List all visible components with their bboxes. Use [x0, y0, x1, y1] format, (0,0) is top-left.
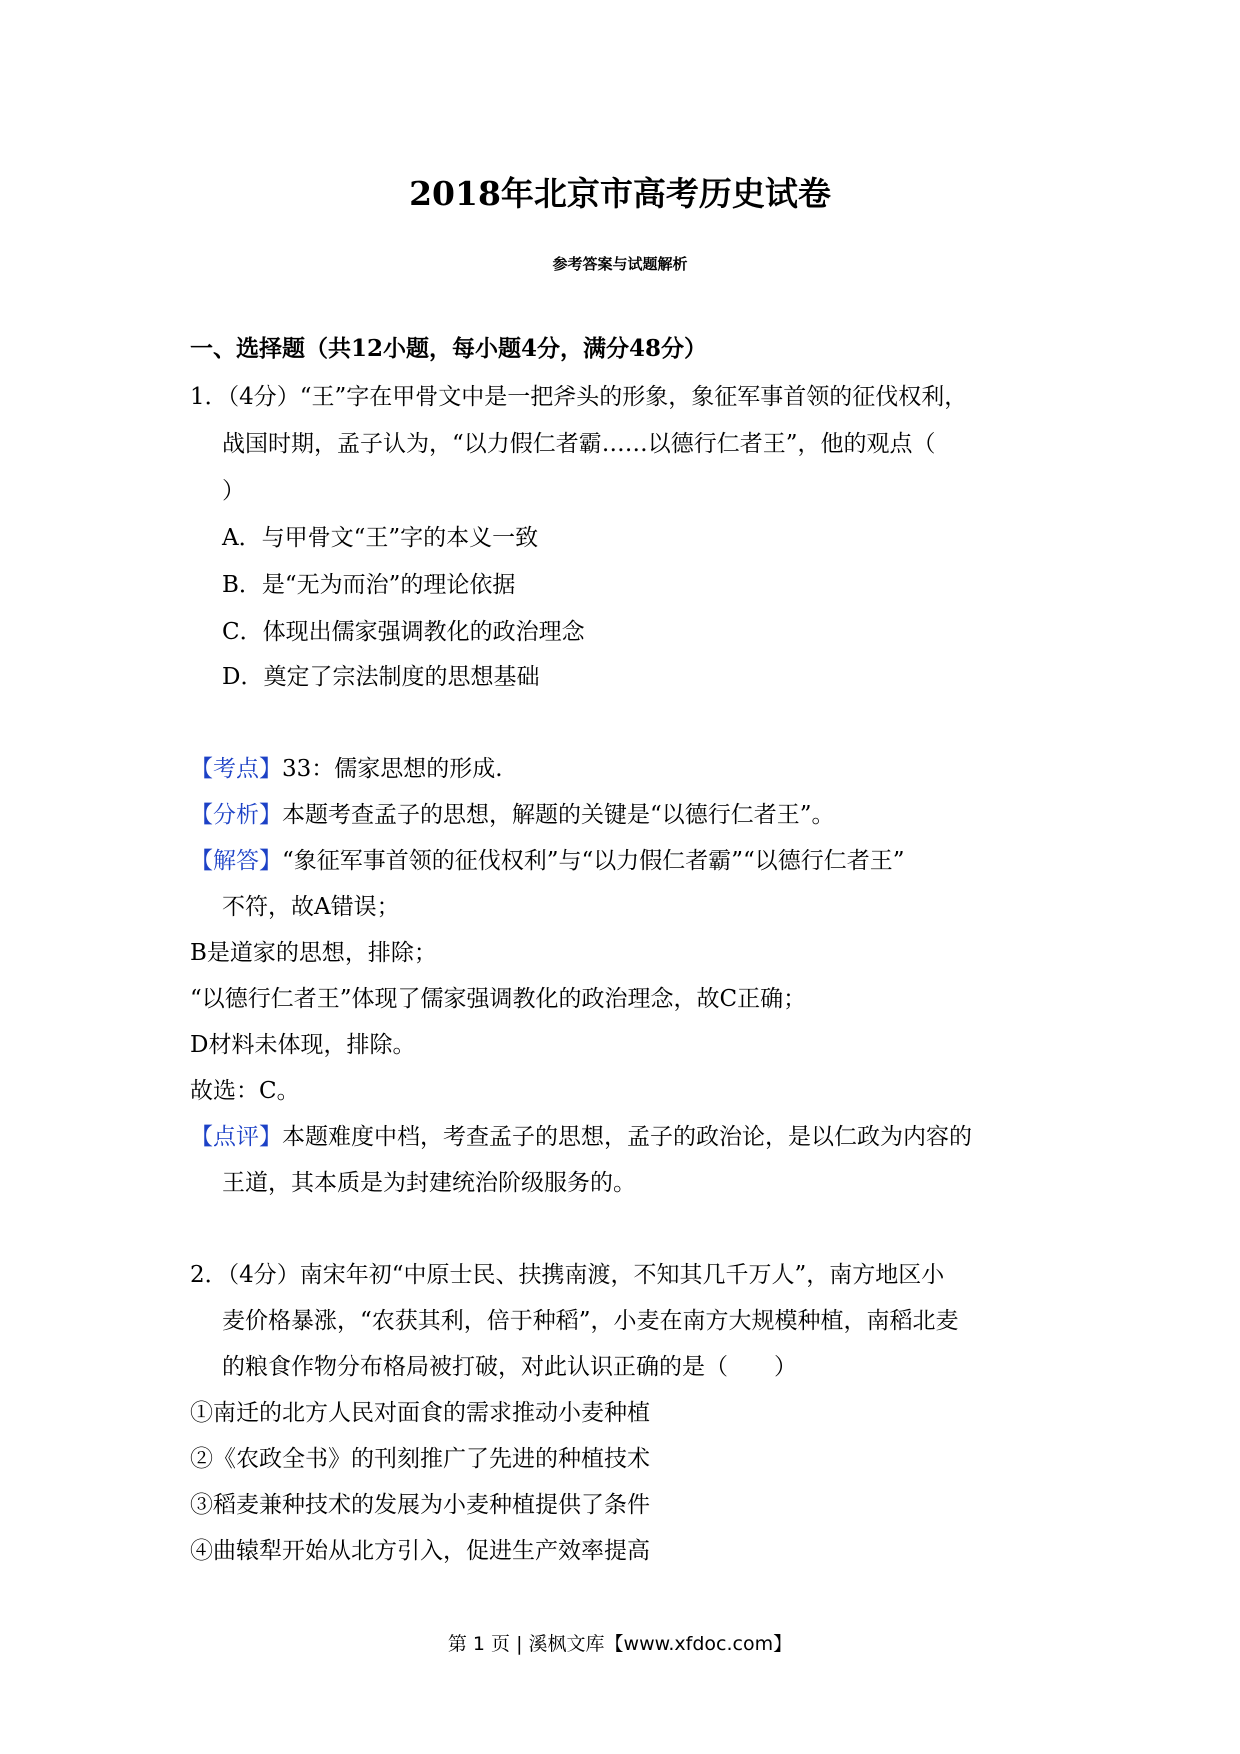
- q2-item-2: ②《农政全书》的刊刻推广了先进的种植技术: [190, 1446, 650, 1472]
- q1-option-a: A．与甲骨文“王”字的本义一致: [222, 525, 539, 551]
- q2-stem-line-1: 2．（4分）南宋年初“中原士民、扶携南渡，不知其几千万人”，南方地区小: [190, 1262, 945, 1288]
- kaodian-line: [190, 752, 503, 786]
- jieda-tag: 【解答】: [190, 848, 282, 874]
- jieda-line-5: D材料未体现，排除。: [190, 1032, 416, 1058]
- q1-option-c: C．体现出儒家强调教化的政治理念: [222, 619, 585, 645]
- fenxi-text: 本题考查孟子的思想，解题的关键是“以德行仁者王”。: [282, 802, 835, 828]
- jieda-line: [190, 844, 905, 878]
- jieda-line-6: 故选：C。: [190, 1078, 300, 1104]
- jieda-line-2: 不符，故A错误；: [222, 894, 400, 920]
- dianping-tag: 【点评】: [190, 1124, 282, 1150]
- jieda-line-4: “以德行仁者王”体现了儒家强调教化的政治理念，故C正确；: [190, 986, 807, 1012]
- dianping-text: 本题难度中档，考查孟子的思想，孟子的政治论，是以仁政为内容的: [282, 1124, 972, 1150]
- fenxi-tag: 【分析】: [190, 802, 282, 828]
- q1-stem-line-3: ）: [222, 478, 245, 504]
- page-subtitle: 参考答案与试题解析: [552, 255, 688, 273]
- q2-stem-line-3: 的粮食作物分布格局被打破，对此认识正确的是（ ）: [222, 1354, 797, 1380]
- jieda-text: “象征军事首领的征伐权利”与“以力假仁者霸”“以德行仁者王”: [282, 848, 905, 874]
- q2-item-4: ④曲辕犁开始从北方引入，促进生产效率提高: [190, 1538, 650, 1564]
- q2-item-1: ①南迁的北方人民对面食的需求推动小麦种植: [190, 1400, 650, 1426]
- q1-option-d: D．奠定了宗法制度的思想基础: [222, 664, 540, 690]
- fenxi-line: [190, 798, 835, 832]
- dianping-line: [190, 1120, 972, 1154]
- page-title: 2018年北京市高考历史试卷: [409, 174, 831, 213]
- section-heading: 一、选择题（共12小题，每小题4分，满分48分）: [190, 335, 708, 362]
- q1-option-b: B．是“无为而治”的理论依据: [222, 572, 516, 598]
- page-footer: 第 1 页 | 溪枫文库【www.xfdoc.com】: [447, 1633, 793, 1655]
- kaodian-text: 33：儒家思想的形成.: [282, 756, 503, 782]
- kaodian-tag: 【考点】: [190, 756, 282, 782]
- jieda-line-3: B是道家的思想，排除；: [190, 940, 437, 966]
- q1-stem-line-1: 1．（4分）“王”字在甲骨文中是一把斧头的形象，象征军事首领的征伐权利，: [190, 384, 968, 410]
- q2-stem-line-2: 麦价格暴涨，“农获其利，倍于种稻”，小麦在南方大规模种植，南稻北麦: [222, 1308, 959, 1334]
- dianping-line-2: 王道，其本质是为封建统治阶级服务的。: [222, 1170, 636, 1196]
- q2-item-3: ③稻麦兼种技术的发展为小麦种植提供了条件: [190, 1492, 650, 1518]
- q1-stem-line-2: 战国时期，孟子认为，“以力假仁者霸……以德行仁者王”，他的观点（: [222, 431, 936, 457]
